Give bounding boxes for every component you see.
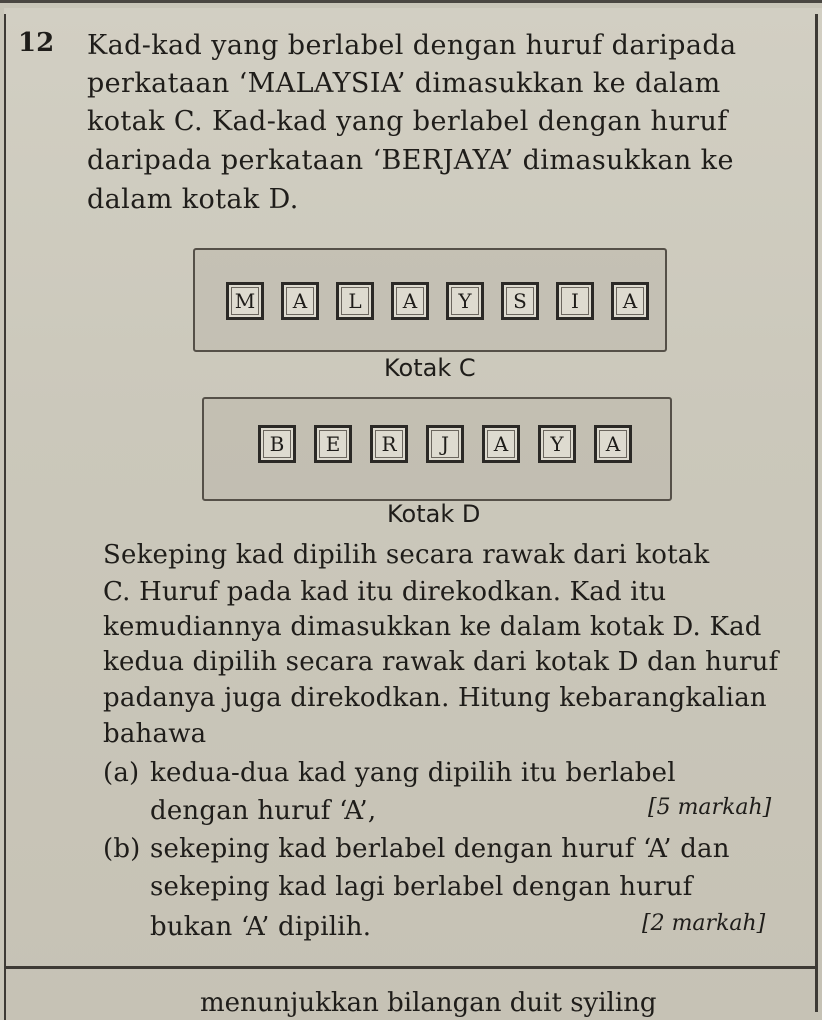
card-letter: Y [538, 425, 576, 463]
part-a-line-2: dengan huruf ‘A’, [150, 796, 377, 826]
part-a-line-1: kedua-dua kad yang dipilih itu berlabel [150, 758, 676, 788]
card-letter: R [370, 425, 408, 463]
part-b-marks: [2 markah] [642, 911, 766, 936]
card-letter: L [336, 282, 374, 320]
part-b-line-1: sekeping kad berlabel dengan huruf ‘A’ dan [150, 834, 730, 864]
card-letter: M [226, 282, 264, 320]
intro-line-2: perkataan ‘MALAYSIA’ dimasukkan ke dalam [87, 68, 721, 99]
body-line-2: C. Huruf pada kad itu direkodkan. Kad itu [103, 577, 667, 607]
box-d-cards [258, 425, 632, 463]
body-line-3: kemudiannya dimasukkan ke dalam kotak D. Kad [103, 612, 762, 642]
top-rule [0, 0, 822, 3]
card-letter: A [594, 425, 632, 463]
part-b-line-3: bukan ‘A’ dipilih. [150, 912, 372, 942]
body-line-1: Sekeping kad dipilih secara rawak dari kotak [103, 540, 710, 570]
card-letter: B [258, 425, 296, 463]
box-c-label: Kotak C [384, 354, 476, 382]
part-a-marks: [5 markah] [648, 795, 772, 820]
part-a-label: (a) [103, 758, 140, 788]
page-frame-left-border [4, 14, 6, 1020]
body-line-6: bahawa [103, 719, 207, 749]
part-b-line-2: sekeping kad lagi berlabel dengan huruf [150, 872, 693, 902]
bottom-rule [4, 966, 818, 969]
intro-line-1: Kad-kad yang berlabel dengan huruf daripada [87, 30, 737, 61]
next-question-partial-text: menunjukkan bilangan duit syiling [200, 988, 657, 1018]
intro-line-5: dalam kotak D. [87, 184, 299, 215]
card-letter: A [482, 425, 520, 463]
card-letter: A [281, 282, 319, 320]
card-letter: I [556, 282, 594, 320]
part-b-label: (b) [103, 834, 141, 864]
body-line-5: padanya juga direkodkan. Hitung kebarangkalian [103, 683, 767, 713]
body-line-4: kedua dipilih secara rawak dari kotak D dan huruf [103, 647, 779, 677]
intro-line-3: kotak C. Kad-kad yang berlabel dengan huruf [87, 106, 728, 137]
question-number: 12 [18, 28, 55, 58]
card-letter: A [611, 282, 649, 320]
card-letter: Y [446, 282, 484, 320]
card-letter: A [391, 282, 429, 320]
box-d-label: Kotak D [387, 500, 481, 528]
intro-line-4: daripada perkataan ‘BERJAYA’ dimasukkan ke [87, 145, 734, 176]
box-c-cards [226, 282, 649, 320]
card-letter: S [501, 282, 539, 320]
card-letter: E [314, 425, 352, 463]
card-letter: J [426, 425, 464, 463]
